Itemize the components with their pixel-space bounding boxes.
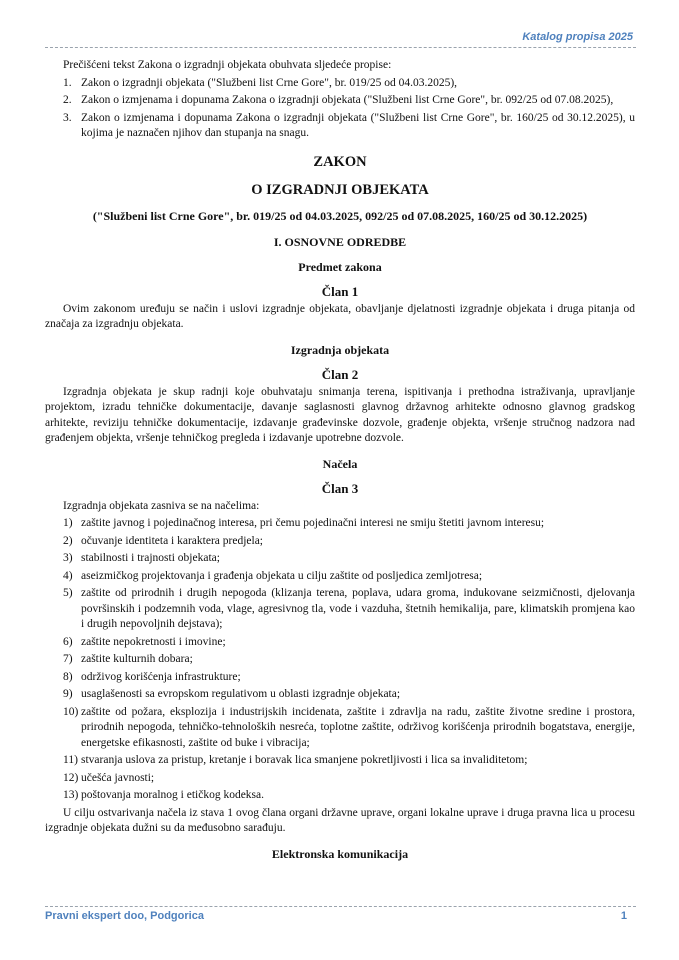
document-body	[45, 58, 635, 862]
principle-item	[45, 652, 635, 668]
law-title: ZAKON	[313, 153, 367, 170]
article-1-text: Ovim zakonom uređuju se način i uslovi izgradnje objekata, obavljanje djelatnosti izgradnje objekata i druga pitanja od značaja za izgradnju objekata.	[45, 302, 635, 330]
principle-number: 10)	[63, 705, 79, 718]
law-subtitle: O IZGRADNJI OBJEKATA	[251, 181, 429, 198]
article-3-intro: Izgradnja objekata zasniva se na načelima:	[63, 499, 260, 512]
principle-number: 11)	[63, 754, 78, 766]
principle-text: zaštite od požara, eksplozija i industrijskih incidenata, zaštite i zdravlja na radu, zaštite životne sredine i prostora, prirodnih nepogoda, tehničko-tehnoloških nesreća, toplotne zaštite, održivog korišćenja prirodnih bogatstava, energije, energetske efikasnosti, zaštite od buke i vibracija;	[81, 705, 635, 749]
principle-item	[45, 586, 635, 633]
source-item	[45, 93, 635, 109]
principle-text: zaštite nepokretnosti i imovine;	[81, 635, 226, 648]
principle-item	[45, 788, 635, 804]
principle-number: 6)	[63, 635, 73, 648]
principle-item	[45, 670, 635, 686]
header-divider	[45, 47, 636, 48]
source-item	[45, 111, 635, 142]
header-catalog-title: Katalog propisa 2025	[522, 31, 633, 43]
principle-text: zaštite kulturnih dobara;	[81, 653, 193, 665]
principle-item	[45, 687, 635, 703]
article-3-heading: Načela	[322, 456, 358, 471]
principle-number: 9)	[63, 688, 73, 700]
article-2-text: Izgradnja objekata je skup radnji koje obuhvataju snimanja terena, ispitivanja i prethodna istraživanja, upravljanje projektom, izradu tehničke dokumentacije, davanje saglasnosti glavnog državnog arhitekte odnosno glavnog gradskog arhitekte, reviziju tehničke dokumentacije, izdavanje građevinske dozvole, građenje objekta, vršenje stručnog nadzora nad građenjem objekta, vršenje tehničkog pregleda i izdavanje upotrebne dozvole.	[45, 385, 635, 444]
principle-text: usaglašenosti sa evropskom regulativom u oblasti izgradnje objekata;	[81, 688, 401, 700]
principle-item	[45, 534, 635, 550]
principle-text: održivog korišćenja infrastrukture;	[81, 670, 241, 683]
principle-item	[45, 705, 635, 752]
footer-publisher: Pravni ekspert doo, Podgorica	[45, 910, 204, 922]
section-heading: I. OSNOVNE ODREDBE	[273, 234, 407, 249]
article-1-heading: Predmet zakona	[298, 259, 382, 274]
source-number: 2.	[63, 94, 72, 106]
principle-item	[45, 771, 635, 787]
principle-text: stvaranja uslova za pristup, kretanje i boravak lica smanjene pokretljivosti i lica sa invaliditetom;	[81, 754, 528, 766]
law-gazette-reference: ("Službeni list Crne Gore", br. 019/25 od 04.03.2025, 092/25 od 07.08.2025, 160/25 od 30.12.2025)	[92, 208, 588, 223]
article-3-closing: U cilju ostvarivanja načela iz stava 1 ovog člana organi državne uprave, organi lokalne uprave i druga pravna lica u procesu izgradnje objekata dužni su da međusobno sarađuju.	[45, 806, 635, 834]
source-text: Zakon o izmjenama i dopunama Zakona o izgradnji objekata ("Službeni list Crne Gore", br. 160/25 od 30.12.2025), u kojima je naznačen njihov dan stupanja na snagu.	[81, 111, 635, 139]
principle-number: 13)	[63, 789, 79, 801]
source-list	[45, 76, 635, 142]
next-section-heading: Elektronska komunikacija	[271, 846, 409, 861]
principle-item	[45, 551, 635, 567]
article-3-number: Član 3	[321, 480, 359, 496]
principle-text: stabilnosti i trajnosti objekata;	[81, 552, 220, 564]
source-text: Zakon o izmjenama i dopunama Zakona o izgradnji objekata ("Službeni list Crne Gore", br. 092/25 od 07.08.2025),	[81, 94, 614, 106]
principle-item	[45, 635, 635, 651]
principle-number: 3)	[63, 552, 73, 564]
principle-item	[45, 569, 635, 585]
article-2-number: Član 2	[321, 366, 359, 382]
source-number: 3.	[63, 111, 72, 124]
principle-text: poštovanja moralnog i etičkog kodeksa.	[81, 789, 265, 801]
article-1-number: Član 1	[321, 283, 359, 299]
intro-text: Prečišćeni tekst Zakona o izgradnji objekata obuhvata sljedeće propise:	[63, 59, 392, 71]
principle-text: učešća javnosti;	[81, 771, 155, 784]
principle-text: aseizmičkog projektovanja i građenja objekata u cilju zaštite od posljedica zemljotresa;	[81, 569, 483, 582]
principle-text: zaštite od prirodnih i drugih nepogoda (klizanja terena, poplava, udara groma, indukovane seizmičnosti, djelovanja površinskih i podzemnih voda, vlage, agresivnog tla, vode i vazduha, štetnih hemikalija, pare, klimatskih promjena kao i drugih nepovoljnih dejstava);	[81, 587, 635, 630]
principle-number: 8)	[63, 670, 73, 683]
principle-number: 5)	[63, 587, 73, 599]
principle-number: 2)	[63, 534, 73, 547]
principle-item	[45, 516, 635, 532]
principle-text: očuvanje identiteta i karaktera predjela;	[81, 534, 263, 547]
principle-number: 7)	[63, 653, 73, 665]
footer-divider	[45, 906, 636, 907]
source-item	[45, 76, 635, 92]
source-text: Zakon o izgradnji objekata ("Službeni list Crne Gore", br. 019/25 od 04.03.2025),	[81, 76, 458, 89]
principle-number: 12)	[63, 771, 79, 784]
page-number: 1	[620, 910, 627, 922]
article-2-heading: Izgradnja objekata	[290, 342, 390, 357]
principles-list	[45, 516, 635, 804]
principle-text: zaštite javnog i pojedinačnog interesa, pri čemu pojedinačni interesi ne smiju štetiti javnom interesu;	[81, 517, 545, 529]
principle-number: 4)	[63, 569, 73, 582]
principle-number: 1)	[63, 517, 73, 529]
source-number: 1.	[63, 76, 72, 89]
principle-item	[45, 753, 635, 769]
